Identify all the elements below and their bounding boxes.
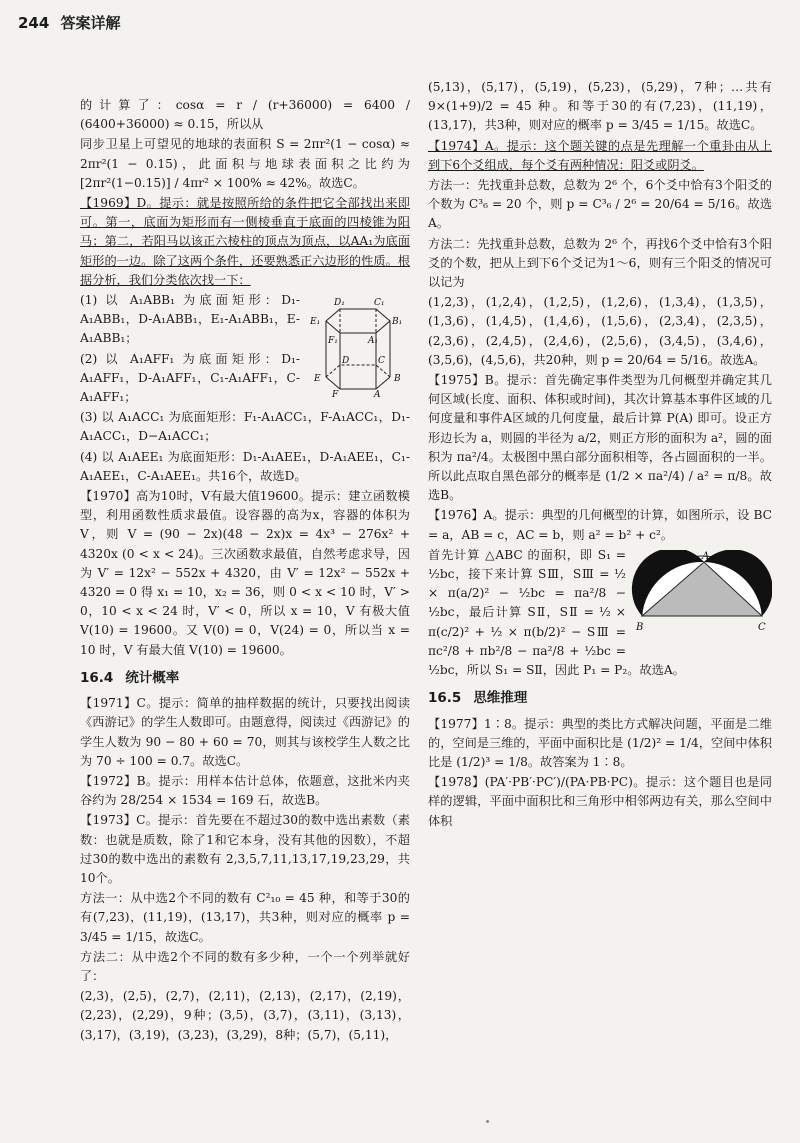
- paragraph: (5,13)，(5,17)，(5,19)，(5,23)，(5,29)，7种；…共有 9×(1+9)/2 = 45 种。和等于30的有(7,23)，(11,19)，(13,17)，共3种，则对应的概率 p = 3/45 = 1/15。故选C。: [428, 80, 772, 133]
- paragraph: (1,2,3)，(1,2,4)，(1,2,5)，(1,2,6)，(1,3,4)，(1,3,5)，(1,3,6)，(1,4,5)，(1,4,6)，(1,5,6)，(2,3,4)，(2,3,5)，(2,3,6)，(2,4,5)，(2,4,6)，(2,5,6)，(3,4,5)，(3,4,6)，(3,5,6)，(4,5,6)，共20种，则 p = 20/64 = 5/16。故选A。: [428, 295, 772, 367]
- label-A1: A₁: [368, 336, 379, 347]
- header-title: 答案详解: [60, 14, 121, 32]
- label-A: A: [374, 390, 381, 398]
- label-B: B: [636, 621, 644, 633]
- label-A: A: [702, 550, 710, 562]
- hexagonal-prism-figure: [306, 293, 410, 397]
- answer-1972: 【1972】B。提示：用样本估计总体，依题意，这批米内夹谷约为 28/254 × 1534 = 169 石，故选B。: [80, 773, 410, 808]
- paragraph: 首先计算 △ABC 的面积，即 S₁ = ½bc，接下来计算 SⅢ，SⅢ = ½ × π(a/2)² − ½bc = πa²/8 − ½bc，最后计算 SⅡ，SⅡ = ½ × π(c/2)² + ½ × π(b/2)² − SⅢ = πc²/8 + πb²/8 − πa²/8 + ½bc = ½bc，所以 S₁ = SⅡ，因此 P₁ = P₂。故选A。: [428, 547, 685, 678]
- answer-1975: 【1975】B。提示：首先确定事件类型为几何概型并确定其几何区域(长度、面积、体积或时间)，其次计算基本事件区域的几何度量和事件A区域的几何度量，最后计算 P(A) 即可。设正方形边长为 a，则圆的半径为 a/2，则正方形的面积为 a²，圆的面积为 πa²/4。太极图中黑白部分面积相等，各占圆面积的一半。所以此点取自黑色部分的概率是 (1/2 × πa²/4) / a² = π/8。故选B。: [428, 373, 772, 503]
- right-column: [428, 78, 772, 832]
- paragraph: 方法二：从中选2个不同的数有多少种，一个一个列举就好了：: [80, 949, 410, 983]
- semicircle-triangle-figure: [630, 550, 772, 642]
- answer-1978: 【1978】(PA′·PB′·PC′)/(PA·PB·PC)。提示：这个题目也是同样的逻辑，平面中面积比和三角形中相邻两边有关，那么空间中体积: [428, 775, 772, 828]
- label-D1: D₁: [334, 298, 345, 309]
- paragraph: 方法一：从中选2个不同的数有 C²₁₀ = 45 种，和等于30的有(7,23)，(11,19)，(13,17)，共3种，则对应的概率 p = 3/45 = 1/15，故选C。: [80, 891, 410, 944]
- answer-1970: 【1970】高为10时，V有最大值19600。提示：建立函数模型，利用函数性质求最值。设容器的高为x，容器的体积为V，则 V = (90 − 2x)(48 − 2x)x = 4x³ − 276x² + 4320x (0 < x < 24)。三次函数求最值，自然考虑求导，因为 V′ = 12x² − 552x + 4320，由 V′ = 12x² − 552x + 4320 = 0 得 x₁ = 10，x₂ = 36，则 0 < x < 10 时，V′ > 0，10 < x < 24 时，V′ < 0，所以 x = 10，V 有极大值 V(10) = 19600。又 V(0) = 0，V(24) = 0，所以当 x = 10 时，V 有最大值 V(10) = 19600。: [80, 489, 410, 657]
- label-B: B: [394, 374, 401, 385]
- label-C: C: [758, 621, 766, 633]
- answer-1969: 【1969】D。提示：就是按照所给的条件把它全部找出来即可。第一，底面为矩形而有一侧棱垂直于底面的四棱锥为阳马；第二，若阳马以该正六棱柱的顶点为顶点，以AA₁为底面矩形的一边。除了这两个条件，还要熟悉正六边形的性质。根据分析，我们分类依次找一下：: [80, 196, 410, 287]
- paragraph: 的计算了：cosα = r / (r+36000) = 6400 / (6400+36000) ≈ 0.15，所以从: [80, 98, 410, 132]
- paragraph: (4) 以 A₁AEE₁ 为底面矩形：D₁-A₁AEE₁，D-A₁AEE₁，C₁-A₁AEE₁，C-A₁AEE₁。共16个，故选D。: [80, 449, 410, 483]
- label-C1: C₁: [374, 298, 385, 309]
- paragraph: (2) 以 A₁AFF₁ 为底面矩形：D₁-A₁AFF₁，D-A₁AFF₁，C₁-A₁AFF₁，C-A₁AFF₁；: [80, 351, 300, 405]
- paragraph: (3) 以 A₁ACC₁ 为底面矩形：F₁-A₁ACC₁，F-A₁ACC₁，D₁-A₁ACC₁，D−A₁ACC₁；: [80, 410, 410, 444]
- decorative-dot: [486, 1120, 489, 1123]
- paragraph: (2,3)，(2,5)，(2,7)，(2,11)，(2,13)，(2,17)，(2,19)，(2,23)，(2,29)，9种；(3,5)，(3,7)，(3,11)，(3,13)，(3,17)，(3,19)，(3,23)，(3,29)，8种；(5,7)，(5,11)，: [80, 989, 410, 1042]
- answer-1973: 【1973】C。提示：首先要在不超过30的数中选出素数（素数：也就是质数，除了1和它本身，没有其他的因数），不超过30的数中选出的素数有 2,3,5,7,11,13,17,19,23,29，共10个。: [80, 813, 410, 885]
- label-F1: F₁: [328, 336, 338, 347]
- answer-1976: 【1976】A。提示：典型的几何概型的计算，如图所示，设 BC = a，AB = c，AC = b，则 a² = b² + c²。: [428, 508, 772, 542]
- paragraph: 方法一：先找重卦总数，总数为 2⁶ 个，6个爻中恰有3个阳爻的个数为 C³₆ = 20 个，则 p = C³₆ / 2⁶ = 20/64 = 5/16。故选A。: [428, 178, 772, 231]
- page-number: 244: [18, 14, 50, 32]
- label-E: E: [314, 374, 321, 385]
- paragraph: 同步卫星上可望见的地球的表面积 S = 2πr²(1 − cosα) ≈ 2πr²(1 − 0.15)，此面积与地球表面积之比约为 [2πr²(1−0.15)] / 4πr² × 100% ≈ 42%。故选C。: [80, 137, 410, 190]
- label-E1: E₁: [310, 317, 321, 328]
- section-16-5: 16.5 思维推理: [428, 690, 528, 707]
- paragraph: (1) 以 A₁ABB₁ 为底面矩形：D₁-A₁ABB₁，D-A₁ABB₁，E₁-A₁ABB₁，E-A₁ABB₁；: [80, 293, 300, 346]
- answer-1971: 【1971】C。提示：简单的抽样数据的统计，只要找出阅读《西游记》的学生人数即可。由题意得，阅读过《西游记》的学生人数为 90 − 80 + 60 = 70，则其与该校学生人数之比为 70 ÷ 100 = 0.7。故选C。: [80, 696, 410, 768]
- label-D: D: [342, 356, 350, 367]
- label-F: F: [332, 390, 339, 398]
- label-B1: B₁: [392, 317, 403, 328]
- paragraph: 方法二：先找重卦总数，总数为 2⁶ 个，再找6个爻中恰有3个阳爻的个数，把从上到下6个爻记为1～6，则有三个阳爻的情况可以记为: [428, 236, 772, 290]
- left-column: [80, 96, 410, 1046]
- answer-1977: 【1977】1∶8。提示：典型的类比方式解决问题，平面是二维的，空间是三维的，平面中面积比是 (1/2)² = 1/4，空间中体积比是 (1/2)³ = 1/8。故答案为 1∶8。: [428, 716, 772, 769]
- page-header: [18, 12, 121, 33]
- answer-1974: 【1974】A。提示：这个题关键的点是先理解一个重卦由从上到下6个爻组成，每个爻有两种情况：阳爻或阴爻。: [428, 138, 772, 172]
- label-C: C: [378, 356, 385, 367]
- section-16-4: 16.4 统计概率: [80, 669, 180, 686]
